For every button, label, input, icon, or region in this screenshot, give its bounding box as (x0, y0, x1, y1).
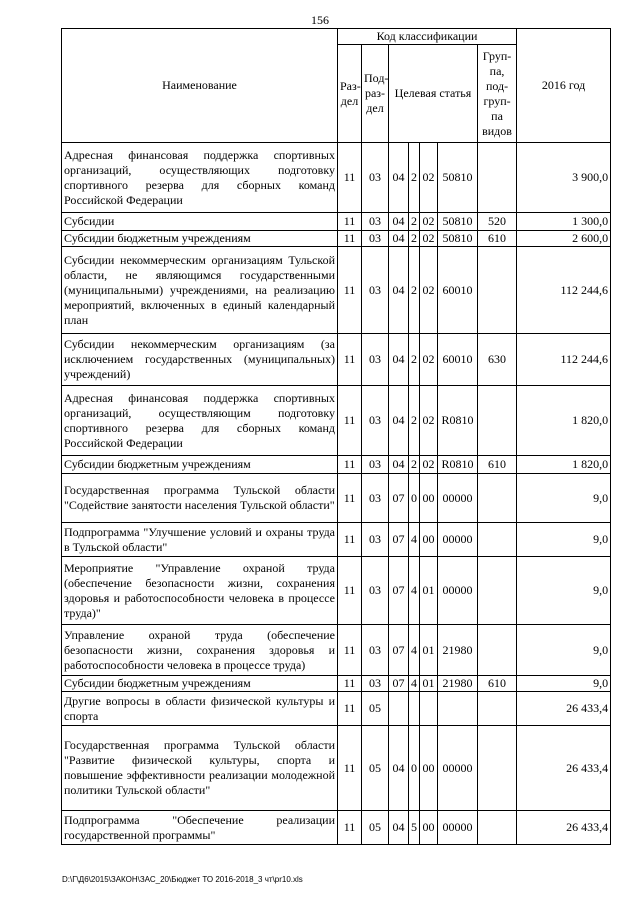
section-cell: 11 (338, 231, 362, 247)
section-cell: 11 (338, 676, 362, 692)
group-cell (478, 811, 517, 845)
target-subprogram-cell (409, 692, 420, 726)
header-name: Наименование (62, 29, 338, 143)
target-subprogram-cell: 5 (409, 811, 420, 845)
target-subprogram-cell: 2 (409, 456, 420, 474)
section-cell: 11 (338, 247, 362, 334)
target-program-cell: 07 (389, 676, 409, 692)
table-row (62, 557, 611, 625)
target-direction-cell: 00000 (438, 557, 478, 625)
target-event-cell (420, 692, 438, 726)
target-direction-cell: 50810 (438, 231, 478, 247)
table-row (62, 386, 611, 456)
table-row (62, 726, 611, 811)
target-program-cell: 04 (389, 456, 409, 474)
subsection-cell: 03 (362, 334, 389, 386)
target-program-cell: 04 (389, 726, 409, 811)
section-cell: 11 (338, 334, 362, 386)
target-program-cell: 07 (389, 523, 409, 557)
target-direction-cell: 60010 (438, 247, 478, 334)
subsection-cell: 05 (362, 726, 389, 811)
header-classification: Код классификации (338, 29, 517, 45)
table-row (62, 625, 611, 676)
header-section: Раз- дел (338, 45, 362, 143)
target-event-cell: 00 (420, 726, 438, 811)
subsection-cell: 03 (362, 386, 389, 456)
target-event-cell: 00 (420, 523, 438, 557)
target-direction-cell: 50810 (438, 213, 478, 231)
section-cell: 11 (338, 557, 362, 625)
row-amount: 3 900,0 (517, 143, 611, 213)
group-cell: 610 (478, 231, 517, 247)
row-amount: 9,0 (517, 523, 611, 557)
target-subprogram-cell: 2 (409, 247, 420, 334)
row-name: Субсидии некоммерческим организациям Тульской области, не являющимся государственными (муниципальными) учреждениями, на реализацию мероприятий, включенных в единый календарный план (62, 247, 338, 334)
row-name: Субсидии некоммерческим организациям (за исключением государственных (муниципальных) учреждений) (62, 334, 338, 386)
target-event-cell: 02 (420, 213, 438, 231)
subsection-cell: 03 (362, 523, 389, 557)
section-cell: 11 (338, 386, 362, 456)
subsection-cell: 03 (362, 143, 389, 213)
group-cell (478, 557, 517, 625)
target-subprogram-cell: 4 (409, 523, 420, 557)
row-name: Подпрограмма "Обеспечение реализации государственной программы" (62, 811, 338, 845)
row-amount: 9,0 (517, 676, 611, 692)
section-cell: 11 (338, 456, 362, 474)
target-event-cell: 00 (420, 811, 438, 845)
subsection-cell: 03 (362, 213, 389, 231)
group-cell (478, 523, 517, 557)
table-row (62, 523, 611, 557)
subsection-cell: 03 (362, 456, 389, 474)
row-amount: 1 820,0 (517, 386, 611, 456)
target-direction-cell: 50810 (438, 143, 478, 213)
group-cell (478, 726, 517, 811)
target-program-cell: 04 (389, 334, 409, 386)
row-amount: 26 433,4 (517, 811, 611, 845)
target-event-cell: 02 (420, 456, 438, 474)
subsection-cell: 03 (362, 625, 389, 676)
row-amount: 2 600,0 (517, 231, 611, 247)
target-direction-cell: 00000 (438, 523, 478, 557)
group-cell: 610 (478, 676, 517, 692)
group-cell (478, 625, 517, 676)
row-name: Субсидии бюджетным учреждениям (62, 231, 338, 247)
target-direction-cell: R0810 (438, 456, 478, 474)
section-cell: 11 (338, 143, 362, 213)
row-amount: 26 433,4 (517, 726, 611, 811)
row-name: Субсидии бюджетным учреждениям (62, 456, 338, 474)
file-path-footer: D:\Г\Д6\2015\ЗАКОН\ЗАС_20\Бюджет ТО 2016-2018_3 чт\pr10.xls (62, 875, 303, 884)
target-direction-cell: 00000 (438, 474, 478, 523)
target-program-cell: 07 (389, 474, 409, 523)
row-amount: 112 244,6 (517, 247, 611, 334)
table-row (62, 676, 611, 692)
group-cell (478, 474, 517, 523)
header-subsection: Под- раз- дел (362, 45, 389, 143)
table-row (62, 692, 611, 726)
target-program-cell (389, 692, 409, 726)
target-event-cell: 01 (420, 557, 438, 625)
target-program-cell: 07 (389, 557, 409, 625)
target-subprogram-cell: 0 (409, 726, 420, 811)
header-year: 2016 год (517, 29, 611, 143)
row-name: Адресная финансовая поддержка спортивных организаций, осуществляющих подготовку спортивного резерва для сборных команд Российской Федерации (62, 143, 338, 213)
target-program-cell: 04 (389, 231, 409, 247)
row-amount: 26 433,4 (517, 692, 611, 726)
row-name: Подпрограмма "Улучшение условий и охраны труда в Тульской области" (62, 523, 338, 557)
subsection-cell: 03 (362, 557, 389, 625)
row-name: Другие вопросы в области физической культуры и спорта (62, 692, 338, 726)
section-cell: 11 (338, 811, 362, 845)
target-direction-cell: 21980 (438, 625, 478, 676)
table-row (62, 334, 611, 386)
row-name: Государственная программа Тульской области "Развитие физической культуры, спорта и повышение эффективности реализации молодежной политики Тульской области" (62, 726, 338, 811)
row-name: Субсидии (62, 213, 338, 231)
group-cell: 630 (478, 334, 517, 386)
target-subprogram-cell: 2 (409, 386, 420, 456)
row-amount: 9,0 (517, 557, 611, 625)
table-row (62, 811, 611, 845)
target-subprogram-cell: 2 (409, 334, 420, 386)
section-cell: 11 (338, 625, 362, 676)
table-row (62, 231, 611, 247)
row-amount: 1 300,0 (517, 213, 611, 231)
row-name: Адресная финансовая поддержка спортивных организаций, осуществляющим подготовку спортивного резерва для сборных команд Российской Федерации (62, 386, 338, 456)
target-subprogram-cell: 2 (409, 213, 420, 231)
target-direction-cell: 00000 (438, 726, 478, 811)
target-direction-cell: 21980 (438, 676, 478, 692)
row-name: Государственная программа Тульской области "Содействие занятости населения Тульской области" (62, 474, 338, 523)
target-event-cell: 01 (420, 625, 438, 676)
group-cell (478, 143, 517, 213)
target-event-cell: 02 (420, 334, 438, 386)
target-subprogram-cell: 2 (409, 231, 420, 247)
group-cell: 610 (478, 456, 517, 474)
target-direction-cell (438, 692, 478, 726)
target-program-cell: 07 (389, 625, 409, 676)
table-row (62, 143, 611, 213)
row-amount: 1 820,0 (517, 456, 611, 474)
section-cell: 11 (338, 692, 362, 726)
table-row (62, 247, 611, 334)
group-cell (478, 692, 517, 726)
target-event-cell: 02 (420, 386, 438, 456)
table-row (62, 456, 611, 474)
target-direction-cell: 60010 (438, 334, 478, 386)
row-amount: 9,0 (517, 625, 611, 676)
target-program-cell: 04 (389, 213, 409, 231)
table-row (62, 213, 611, 231)
target-program-cell: 04 (389, 811, 409, 845)
group-cell: 520 (478, 213, 517, 231)
page-number: 156 (311, 13, 329, 27)
subsection-cell: 05 (362, 692, 389, 726)
target-program-cell: 04 (389, 143, 409, 213)
target-direction-cell: R0810 (438, 386, 478, 456)
row-name: Управление охраной труда (обеспечение безопасности жизни, сохранения здоровья и работоспособности человека в процессе труда) (62, 625, 338, 676)
table-body (62, 143, 611, 845)
target-event-cell: 02 (420, 231, 438, 247)
header-group: Груп- па, под- груп- па видов (478, 45, 517, 143)
row-name: Субсидии бюджетным учреждениям (62, 676, 338, 692)
target-subprogram-cell: 4 (409, 557, 420, 625)
group-cell (478, 386, 517, 456)
target-subprogram-cell: 4 (409, 676, 420, 692)
subsection-cell: 03 (362, 474, 389, 523)
target-program-cell: 04 (389, 386, 409, 456)
target-event-cell: 01 (420, 676, 438, 692)
header-target: Целевая статья (389, 45, 478, 143)
table-row (62, 474, 611, 523)
target-direction-cell: 00000 (438, 811, 478, 845)
group-cell (478, 247, 517, 334)
row-amount: 112 244,6 (517, 334, 611, 386)
subsection-cell: 05 (362, 811, 389, 845)
row-name: Мероприятие "Управление охраной труда (обеспечение безопасности жизни, сохранения здоровья и работоспособности человека в процессе труда)" (62, 557, 338, 625)
subsection-cell: 03 (362, 231, 389, 247)
section-cell: 11 (338, 213, 362, 231)
target-subprogram-cell: 2 (409, 143, 420, 213)
section-cell: 11 (338, 474, 362, 523)
target-event-cell: 02 (420, 143, 438, 213)
row-amount: 9,0 (517, 474, 611, 523)
budget-table (61, 28, 611, 845)
target-subprogram-cell: 4 (409, 625, 420, 676)
target-subprogram-cell: 0 (409, 474, 420, 523)
target-program-cell: 04 (389, 247, 409, 334)
section-cell: 11 (338, 523, 362, 557)
target-event-cell: 00 (420, 474, 438, 523)
target-event-cell: 02 (420, 247, 438, 334)
section-cell: 11 (338, 726, 362, 811)
subsection-cell: 03 (362, 247, 389, 334)
subsection-cell: 03 (362, 676, 389, 692)
